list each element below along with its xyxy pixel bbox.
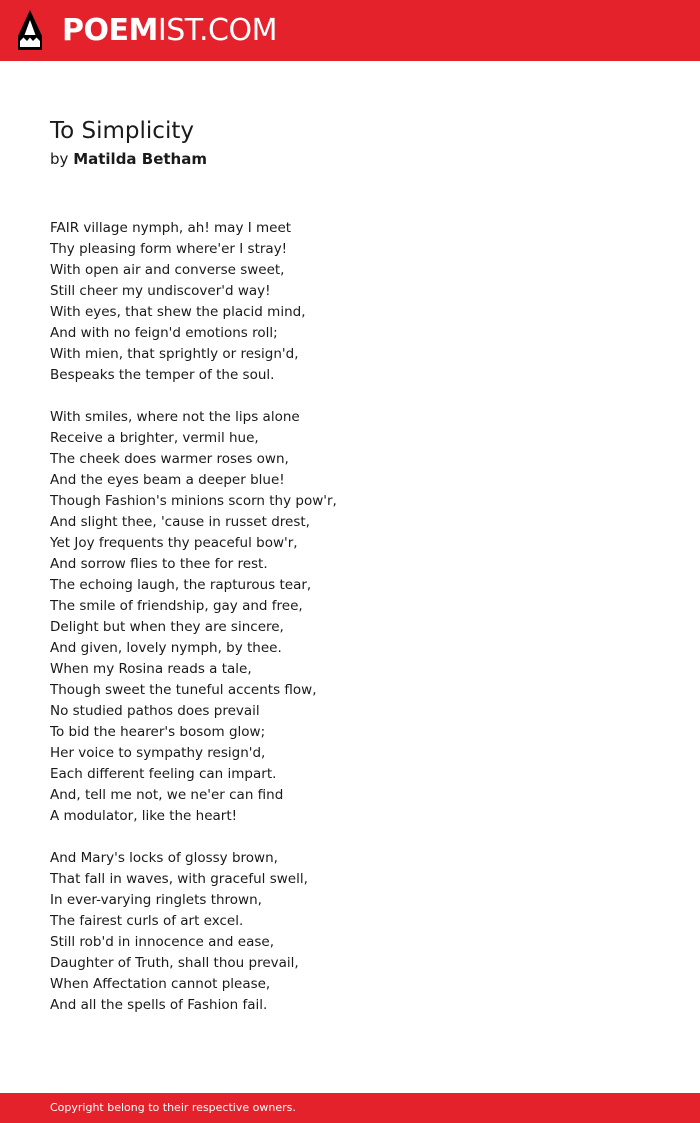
copyright-text: Copyright belong to their respective owners. [50, 1101, 296, 1114]
poem-line: FAIR village nymph, ah! may I meet [50, 220, 292, 236]
poem-line: And, tell me not, we ne'er can find [50, 787, 284, 803]
poem-line: With eyes, that shew the placid mind, [50, 304, 306, 320]
poem-line: That fall in waves, with graceful swell, [50, 871, 308, 887]
poem-line: And sorrow flies to thee for rest. [50, 556, 268, 572]
poem-line: Though Fashion's minions scorn thy pow'r, [50, 493, 337, 509]
poem-line: A modulator, like the heart! [50, 808, 238, 824]
site-footer [0, 1093, 700, 1123]
poem-line: And given, lovely nymph, by thee. [50, 640, 282, 656]
poem-line: The fairest curls of art excel. [50, 913, 244, 929]
poem-line: Delight but when they are sincere, [50, 619, 284, 635]
poem-line: Yet Joy frequents thy peaceful bow'r, [50, 535, 298, 551]
poem-line: And all the spells of Fashion fail. [50, 997, 268, 1013]
site-header [0, 0, 700, 61]
poem-line: Still rob'd in innocence and ease, [50, 934, 274, 950]
poem-line: With mien, that sprightly or resign'd, [50, 346, 299, 362]
poem-line: The cheek does warmer roses own, [50, 451, 289, 467]
poem-line: No studied pathos does prevail [50, 703, 260, 719]
poem-line: And with no feign'd emotions roll; [50, 325, 278, 341]
site-logo-link[interactable] [62, 11, 277, 51]
poem-line: The smile of friendship, gay and free, [50, 598, 303, 614]
logo-bold-text: POEM [62, 13, 158, 48]
poem-stanza [50, 218, 670, 386]
poem-stanza [50, 848, 670, 1016]
poem-line: Receive a brighter, vermil hue, [50, 430, 259, 446]
poem-line: Though sweet the tuneful accents flow, [50, 682, 317, 698]
poem-line: Her voice to sympathy resign'd, [50, 745, 266, 761]
poem-line: Bespeaks the temper of the soul. [50, 367, 275, 383]
poem-stanza [50, 407, 670, 827]
poem-line: To bid the hearer's bosom glow; [50, 724, 266, 740]
by-label: by [50, 150, 69, 168]
pen-nib-icon [17, 9, 43, 51]
poem-line: The echoing laugh, the rapturous tear, [50, 577, 312, 593]
poem-line: In ever-varying ringlets thrown, [50, 892, 262, 908]
poem-line: Still cheer my undiscover'd way! [50, 283, 271, 299]
poem-body [50, 218, 670, 1037]
poem-line: And slight thee, 'cause in russet drest, [50, 514, 310, 530]
poem-title: To Simplicity [50, 118, 194, 144]
poem-line: When my Rosina reads a tale, [50, 661, 252, 677]
poem-line: With open air and converse sweet, [50, 262, 285, 278]
poem-line: And Mary's locks of glossy brown, [50, 850, 278, 866]
poem-line: Each different feeling can impart. [50, 766, 277, 782]
poem-line: Thy pleasing form where'er I stray! [50, 241, 288, 257]
poem-line: And the eyes beam a deeper blue! [50, 472, 285, 488]
poem-line: Daughter of Truth, shall thou prevail, [50, 955, 299, 971]
poem-author: Matilda Betham [73, 150, 207, 168]
poem-line: With smiles, where not the lips alone [50, 409, 300, 425]
poem-line: When Affectation cannot please, [50, 976, 271, 992]
poem-byline [50, 148, 207, 170]
logo-light-text: IST.COM [157, 13, 277, 48]
